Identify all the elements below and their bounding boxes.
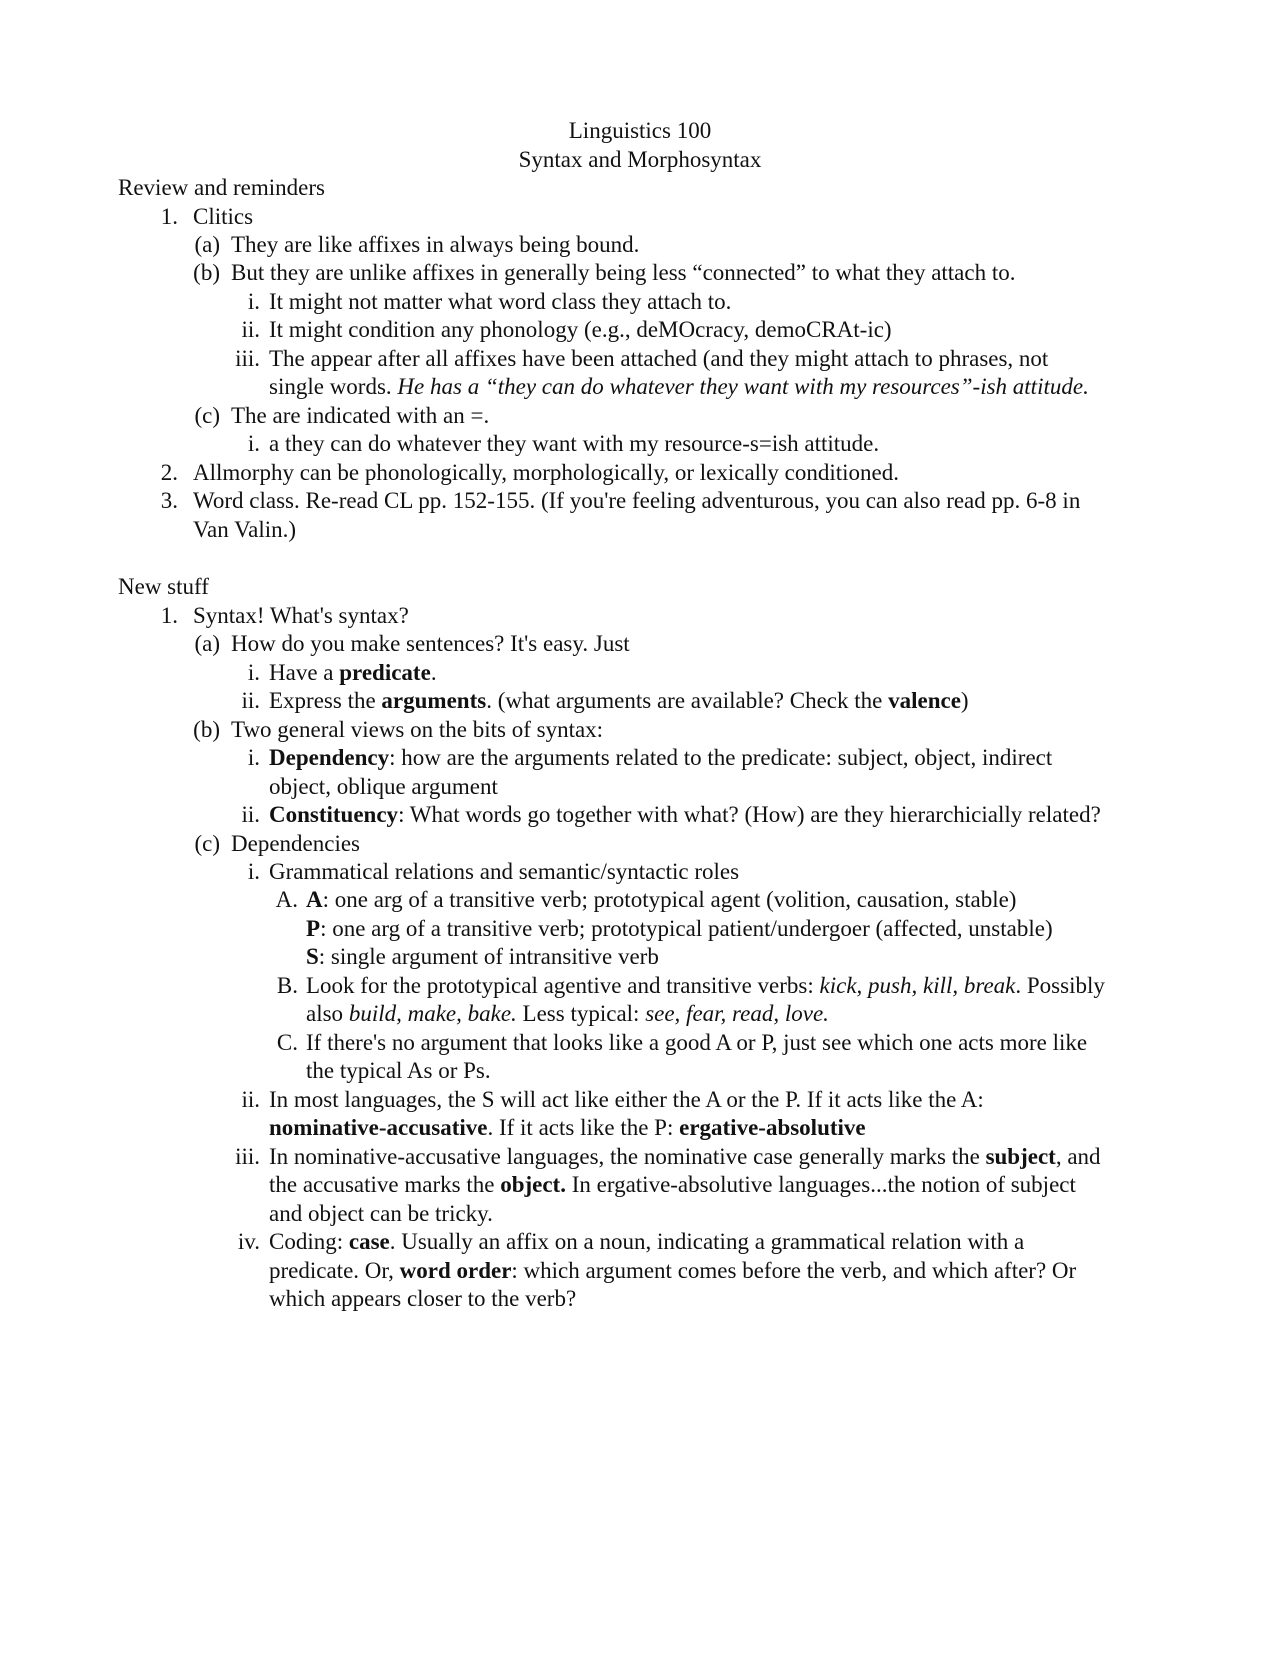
plain-text: : one arg of a transitive verb; prototypical agent (volition, causation, stable): [322, 887, 1017, 912]
list-marker: i.: [247, 431, 260, 456]
plain-text: : which argument comes before the verb, and which after? Or: [511, 1258, 1077, 1283]
list-item-syntax-c-i-c-line2: the typical As or Ps.: [306, 1058, 491, 1083]
list-marker: A.: [275, 887, 298, 912]
example-verbs: build, make, bake.: [348, 1001, 517, 1026]
list-item-syntax-c-iii: [269, 1143, 1101, 1172]
term-valence: valence: [888, 688, 961, 713]
document-title: Linguistics 100: [568, 118, 712, 143]
list-item-clitics-b-ii: It might condition any phonology (e.g., deMOcracy, demoCRAt-ic): [269, 317, 892, 342]
list-item-syntax-c: Dependencies: [231, 831, 360, 856]
list-item-clitics-b-iii: The appear after all affixes have been attached (and they might attach to phrases, not: [269, 346, 1049, 371]
list-marker: (c): [194, 403, 220, 428]
list-item-word-class-line2: Van Valin.): [193, 517, 297, 542]
list-item-syntax-b-ii: [269, 801, 1101, 830]
plain-text: : one arg of a transitive verb; prototypical patient/undergoer (affected, unstable): [320, 916, 1053, 941]
list-marker: (a): [194, 232, 220, 257]
list-item-syntax-c-i: Grammatical relations and semantic/syntactic roles: [269, 859, 740, 884]
list-item-clitics-c: The are indicated with an =.: [231, 403, 490, 428]
list-marker: i.: [247, 289, 260, 314]
term-nominative-accusative: nominative-accusative: [269, 1115, 488, 1140]
term-p: P: [306, 916, 321, 941]
term-dependency: Dependency: [269, 745, 390, 770]
list-item-syntax-c-i-b-line2: [306, 1000, 829, 1029]
plain-text: Look for the prototypical agentive and transitive verbs:: [306, 973, 820, 998]
list-item-clitics-b-iii-line2: [269, 373, 1089, 402]
list-marker: i.: [247, 745, 260, 770]
list-item-allomorphy: Allmorphy can be phonologically, morphologically, or lexically conditioned.: [193, 460, 900, 485]
plain-text: In nominative-accusative languages, the nominative case generally marks the: [269, 1144, 986, 1169]
plain-text: Express the: [269, 688, 382, 713]
list-item-syntax-b-i: [269, 744, 1052, 773]
term-s: S: [306, 944, 319, 969]
list-item-syntax-c-ii-line2: [269, 1114, 866, 1143]
list-item-word-class: Word class. Re-read CL pp. 152-155. (If you're feeling adventurous, you can also read pp. 6-8 in: [193, 488, 1081, 513]
list-item-syntax-b-i-line2: object, oblique argument: [269, 774, 498, 799]
plain-text: : how are the arguments related to the predicate: subject, object, indirect: [389, 745, 1053, 770]
list-item-role-s: [306, 943, 659, 972]
list-marker: 3.: [160, 488, 178, 513]
term-object: object.: [500, 1172, 566, 1197]
plain-text: Less typical:: [516, 1001, 646, 1026]
list-marker: B.: [276, 973, 298, 998]
term-predicate: predicate: [339, 660, 431, 685]
list-item-syntax-a: How do you make sentences? It's easy. Just: [231, 631, 630, 656]
plain-text: predicate. Or,: [269, 1258, 400, 1283]
list-item-syntax-c-i-b: [306, 972, 1105, 1001]
list-item-clitics-b: But they are unlike affixes in generally being less “connected” to what they attach to.: [231, 260, 1016, 285]
list-marker: ii.: [241, 802, 260, 827]
list-marker: i.: [247, 660, 260, 685]
list-marker: iv.: [237, 1229, 260, 1254]
example-verbs: kick, push, kill, break: [819, 973, 1016, 998]
list-marker: (b): [193, 717, 220, 742]
plain-text: ): [960, 688, 969, 713]
term-a: A: [306, 887, 323, 912]
plain-text: In ergative-absolutive languages...the notion of subject: [565, 1172, 1076, 1197]
list-marker: 1.: [160, 204, 178, 229]
list-marker: ii.: [241, 688, 260, 713]
term-ergative-absolutive: ergative-absolutive: [679, 1115, 866, 1140]
plain-text: Coding:: [269, 1229, 349, 1254]
section-heading-review: Review and reminders: [118, 175, 325, 200]
plain-text: .: [430, 660, 437, 685]
list-item-syntax-c-iii-line2: [269, 1171, 1076, 1200]
list-item-clitics: Clitics: [193, 204, 254, 229]
plain-text: . (what arguments are available? Check the: [486, 688, 889, 713]
term-arguments: arguments: [381, 688, 487, 713]
plain-text: the accusative marks the: [269, 1172, 501, 1197]
list-marker: 2.: [160, 460, 178, 485]
list-item-syntax-c-iv-line2: [269, 1257, 1076, 1286]
list-marker: iii.: [235, 1144, 260, 1169]
plain-text: single words.: [269, 374, 398, 399]
plain-text: : What words go together with what? (How) are they hierarchicially related?: [398, 802, 1101, 827]
section-heading-new-stuff: New stuff: [118, 574, 209, 599]
list-item-syntax: Syntax! What's syntax?: [193, 603, 409, 628]
plain-text: . Possibly: [1015, 973, 1105, 998]
list-item-syntax-c-iii-line3: and object can be tricky.: [269, 1201, 493, 1226]
plain-text: . If it acts like the P:: [487, 1115, 680, 1140]
list-item-clitics-c-i: a they can do whatever they want with my resource-s=ish attitude.: [269, 431, 880, 456]
list-item-syntax-c-iv-line3: which appears closer to the verb?: [269, 1286, 577, 1311]
plain-text: , and: [1055, 1144, 1101, 1169]
list-marker: C.: [276, 1030, 298, 1055]
term-case: case: [348, 1229, 390, 1254]
list-marker: ii.: [241, 1087, 260, 1112]
list-item-role-a: [306, 886, 1016, 915]
list-marker: ii.: [241, 317, 260, 342]
list-marker: iii.: [235, 346, 260, 371]
plain-text: also: [306, 1001, 349, 1026]
list-item-role-p: [306, 915, 1053, 944]
plain-text: Have a: [269, 660, 340, 685]
list-marker: (b): [193, 260, 220, 285]
term-subject: subject: [985, 1144, 1056, 1169]
document-subtitle: Syntax and Morphosyntax: [518, 147, 762, 172]
list-item-syntax-c-iv: [269, 1228, 1024, 1257]
example-sentence: He has a “they can do whatever they want with my resources”-ish attitude.: [397, 374, 1089, 399]
list-item-syntax-a-ii: [269, 687, 969, 716]
list-item-syntax-a-i: [269, 659, 437, 688]
list-marker: (c): [194, 831, 220, 856]
list-item-clitics-b-i: It might not matter what word class they attach to.: [269, 289, 732, 314]
list-item-syntax-c-ii: In most languages, the S will act like either the A or the P. If it acts like the A:: [269, 1087, 984, 1112]
list-marker: 1.: [160, 603, 178, 628]
list-marker: i.: [247, 859, 260, 884]
plain-text: . Usually an affix on a noun, indicating a grammatical relation with a: [389, 1229, 1025, 1254]
list-item-syntax-b: Two general views on the bits of syntax:: [231, 717, 604, 742]
list-marker: (a): [194, 631, 220, 656]
term-constituency: Constituency: [269, 802, 399, 827]
example-verbs: see, fear, read, love.: [645, 1001, 829, 1026]
list-item-syntax-c-i-c: If there's no argument that looks like a good A or P, just see which one acts more like: [306, 1030, 1088, 1055]
plain-text: : single argument of intransitive verb: [318, 944, 659, 969]
term-word-order: word order: [399, 1258, 512, 1283]
list-item-clitics-a: They are like affixes in always being bound.: [231, 232, 640, 257]
